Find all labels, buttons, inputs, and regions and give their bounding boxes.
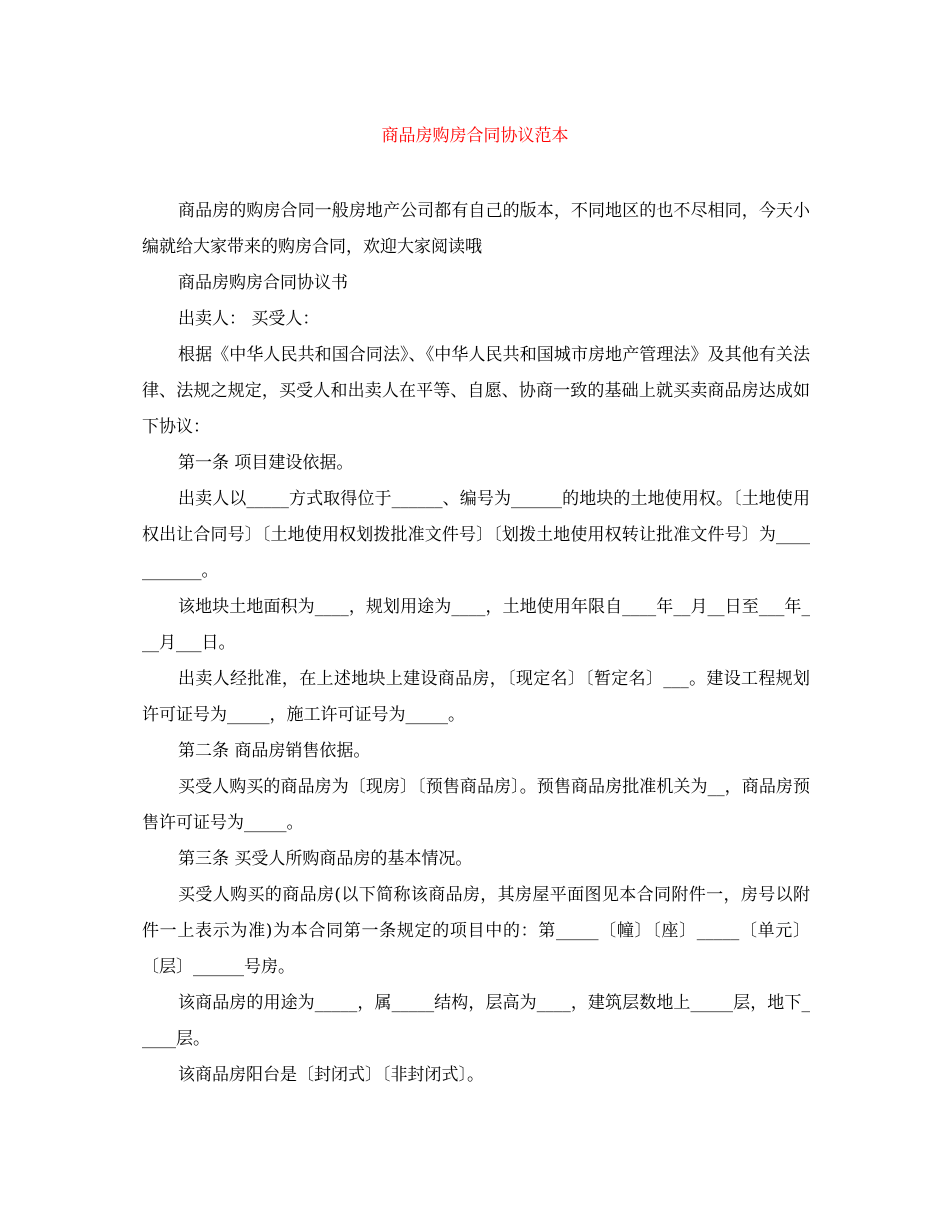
parties-line: 出卖人： 买受人： [178, 309, 320, 329]
legal-basis-paragraph: 根据《中华人民共和国合同法》、《中华人民共和国城市房地产管理法》及其他有关法律、法规之规定，买受人和出卖人在平等、自愿、协商一致的基础上就买卖商品房达成如下协议： [142, 345, 810, 437]
intro-paragraph: 商品房的购房合同一般房地产公司都有自己的版本，不同地区的也不尽相同，今天小编就给大家带来的购房合同，欢迎大家阅读哦 [142, 201, 810, 257]
construction-permit-paragraph: 出卖人经批准，在上述地块上建设商品房，〔现定名〕〔暂定名〕___。建设工程规划许可证号为_____，施工许可证号为_____。 [142, 669, 810, 725]
agreement-heading: 商品房购房合同协议书 [178, 273, 348, 293]
article-3-heading: 第三条 买受人所购商品房的基本情况。 [178, 849, 473, 869]
article-2-heading: 第二条 商品房销售依据。 [178, 741, 371, 761]
document-body [142, 193, 810, 1093]
land-use-right-paragraph: 出卖人以_____方式取得位于______、编号为______的地块的土地使用权。〔土地使用权出让合同号〕〔土地使用权划拨批准文件号〕〔划拨土地使用权转让批准文件号〕为___________。 [142, 489, 810, 581]
land-area-paragraph: 该地块土地面积为____，规划用途为____，土地使用年限自____年__月__日至___年___月___日。 [142, 597, 810, 653]
article-1-heading: 第一条 项目建设依据。 [178, 453, 354, 473]
document-title: 商品房购房合同协议范本 [381, 126, 569, 146]
balcony-paragraph: 该商品房阳台是〔封闭式〕〔非封闭式〕。 [178, 1065, 484, 1085]
presale-paragraph: 买受人购买的商品房为〔现房〕〔预售商品房〕。预售商品房批准机关为__，商品房预售许可证号为_____。 [142, 777, 810, 833]
unit-usage-paragraph: 该商品房的用途为_____，属_____结构，层高为____，建筑层数地上_____层，地下_____层。 [142, 993, 810, 1049]
unit-location-paragraph: 买受人购买的商品房(以下简称该商品房，其房屋平面图见本合同附件一，房号以附件一上表示为准)为本合同第一条规定的项目中的：第_____〔幢〕〔座〕_____〔单元〕〔层〕______号房。 [142, 885, 810, 977]
